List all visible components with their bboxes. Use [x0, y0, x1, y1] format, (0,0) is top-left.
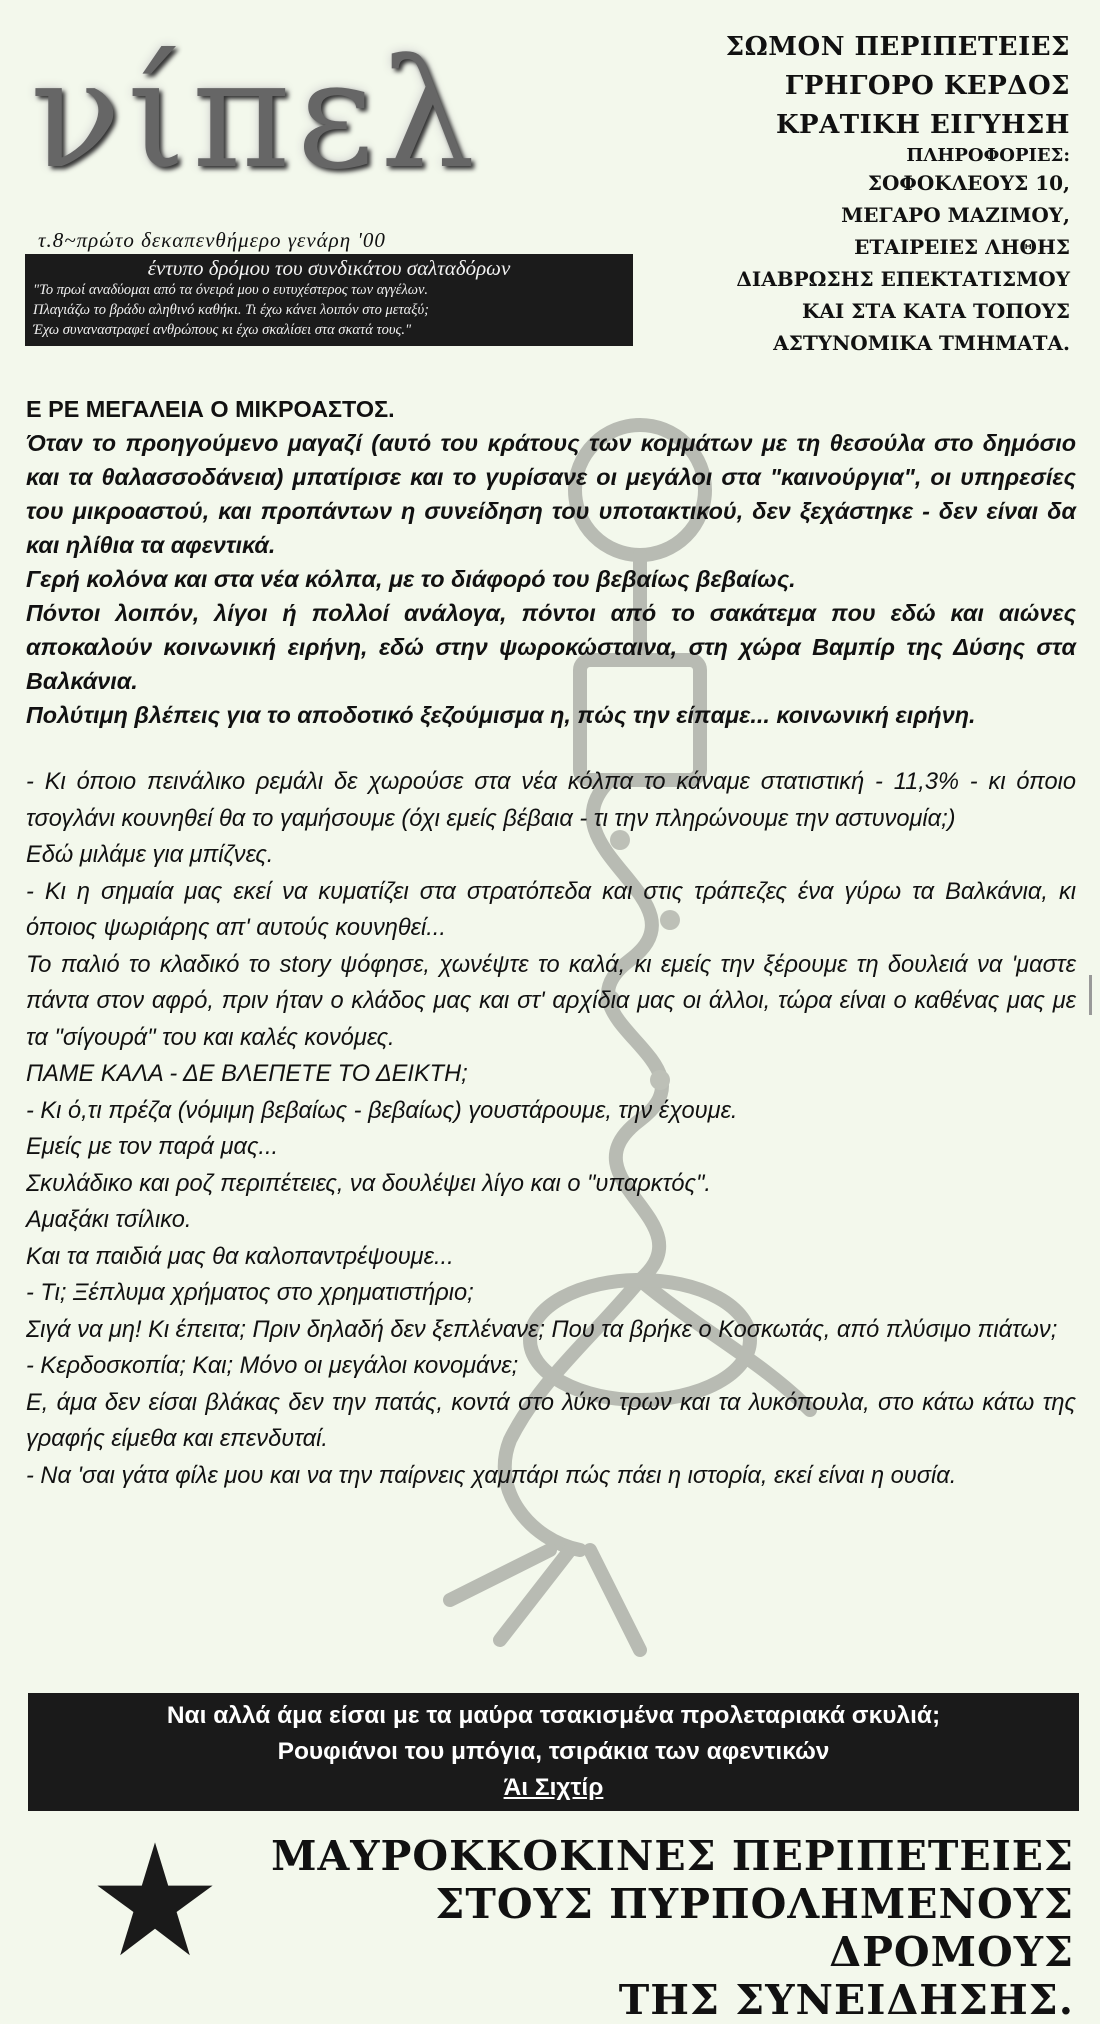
banner-link: Άι Σιχτίρ — [503, 1774, 604, 1801]
quote-line: Έχω συναναστραφεί ανθρώπους κι έχω σκαλίσει στα σκατά τους." — [33, 322, 412, 338]
article-title: Ε ΡΕ ΜΕΓΑΛΕΙΑ Ο ΜΙΚΡΟΑΣΤΟΣ. — [26, 396, 395, 422]
slogan-line: ΜΑΥΡΟΚΚΟΚΙΝΕΣ ΠΕΡΙΠΕΤΕΙΕΣ — [271, 1832, 1074, 1880]
lead-paragraph: Όταν το προηγούμενο μαγαζί (αυτό του κράτους των κομμάτων με τη θεσούλα στο δημόσιο και τα θαλασσοδάνεια) μπατίρισε και το γυρίσανε οι μεγάλοι στα "καινούργια", οι υπηρεσίες του μικροαστού, και προπάντων η συνείδηση του υποτακτικού, δεν ξεχάστηκε - δεν είναι δα και ηλίθια τα αφεντικά. — [26, 430, 1076, 558]
body-line: - Κερδοσκοπία; Και; Μόνο οι μεγάλοι κονομάνε; — [26, 1353, 519, 1379]
header-line: ΣΩΜΟΝ ΠΕΡΙΠΕΤΕΙΕΣ — [725, 32, 1070, 62]
article — [26, 392, 1076, 1494]
body-line: - Κι η σημαία μας εκεί να κυματίζει στα στρατόπεδα και στις τράπεζες ένα γύρω τα Βαλκάνια, κι όποιος ψωριάρης απ' αυτούς κουνηθεί... — [26, 878, 1076, 941]
info-line: ΣΟΦΟΚΛΕΟΥΣ 10, — [867, 171, 1070, 195]
edge-mark — [1089, 975, 1092, 1015]
closing-banner — [28, 1693, 1079, 1811]
info-label: ΠΛΗΡΟΦΟΡΙΕΣ: — [906, 145, 1070, 166]
quote-line: "Το πρωί αναδύομαι από τα όνειρά μου ο ευτυχέστερος των αγγέλων. — [33, 282, 429, 298]
body-line: Το παλιό το κλαδικό το story ψόφησε, χωνέψτε το καλά, κι εμείς την ξέρουμε τη δουλειά να 'μαστε πάντα στον αφρό, πριν ήταν ο κλάδος μας και στ' αρχίδια μας οι άλλοι, τώρα είναι ο καθένας μας με τα "σίγουρά" του και καλές κονόμες. — [26, 951, 1076, 1051]
tagline-box — [25, 254, 633, 346]
lead-paragraph: Πολύτιμη βλέπεις για το αποδοτικό ξεζούμισμα η, πώς την είπαμε... κοινωνική ειρήνη. — [26, 702, 976, 728]
right-header — [630, 28, 1070, 359]
masthead-title: νίπελ — [30, 28, 482, 202]
info-line: ΔΙΑΒΡΩΣΗΣ ΕΠΕΚΤΑΤΙΣΜΟΥ — [736, 267, 1070, 291]
body-line: Εδώ μιλάμε για μπίζνες. — [26, 842, 274, 868]
lead-paragraph: Γερή κολόνα και στα νέα κόλπα, με το διάφορό του βεβαίως βεβαίως. — [26, 566, 796, 592]
lead-paragraph: Πόντοι λοιπόν, λίγοι ή πολλοί ανάλογα, πόντοι από το σακάτεμα που εδώ και αιώνες αποκαλούν κοινωνική ειρήνη, εδώ στην ψωροκώσταινα, στη χώρα Βαμπίρ της Δύσης στα Βαλκάνια. — [26, 600, 1076, 694]
tagline: έντυπο δρόμου του συνδικάτου σαλταδόρων — [147, 256, 511, 280]
info-line: ΚΑΙ ΣΤΑ ΚΑΤΑ ΤΟΠΟΥΣ — [801, 299, 1070, 323]
body-line: ΠΑΜΕ ΚΑΛΑ - ΔΕ ΒΛΕΠΕΤΕ ΤΟ ΔΕΙΚΤΗ; — [26, 1061, 468, 1087]
body-line: Ε, άμα δεν είσαι βλάκας δεν την πατάς, κοντά στο λύκο τρων και τα λυκόπουλα, στο κάτω κάτω της γραφής είμεθα και επενδυταί. — [26, 1389, 1076, 1452]
body-text — [26, 764, 1076, 1494]
banner-line: Ναι αλλά άμα είσαι με τα μαύρα τσακισμένα προλεταριακά σκυλιά; — [166, 1702, 941, 1729]
body-line: Σιγά να μη! Κι έπειτα; Πριν δηλαδή δεν ξεπλένανε; Που τα βρήκε ο Κοσκωτάς, από πλύσιμο πιάτων; — [26, 1316, 1058, 1343]
body-line: Εμείς με τον παρά μας... — [26, 1134, 279, 1160]
banner-line: Ρουφιάνοι του μπόγια, τσιράκια των αφεντικών — [277, 1738, 830, 1765]
body-line: - Να 'σαι γάτα φίλε μου και να την παίρνεις χαμπάρι πώς πάει η ιστορία, εκεί είναι η ουσία. — [26, 1462, 957, 1489]
slogan-line: ΤΗΣ ΣΥΝΕΙΔΗΣΗΣ. — [618, 1976, 1074, 2024]
info-line: ΑΣΤΥΝΟΜΙΚΑ ΤΜΗΜΑΤΑ. — [773, 331, 1070, 355]
footer-slogan — [234, 1832, 1074, 2024]
slogan-line: ΣΤΟΥΣ ΠΥΡΠΟΛΗΜΕΝΟΥΣ ΔΡΟΜΟΥΣ — [435, 1880, 1074, 1976]
header-line: ΓΡΗΓΟΡΟ ΚΕΡΔΟΣ — [784, 71, 1070, 101]
body-line: - Κι όποιο πεινάλικο ρεμάλι δε χωρούσε στα νέα κόλπα το κάναμε στατιστική - 11,3% - κι όποιο τσογλάνι κουνηθεί θα το γαμήσουμε (όχι εμείς βέβαια - τι την πληρώνουμε την αστυνομία;) — [26, 769, 1076, 832]
quote-line: Πλαγιάζω το βράδυ αληθινό καθήκι. Τι έχω κάνει λοιπόν στο μεταξύ; — [33, 302, 429, 318]
header-line: ΚΡΑΤΙΚΗ ΕΙΓΥΗΣΗ — [775, 110, 1070, 140]
issue-line: τ.8~πρώτο δεκαπενθήμερο γενάρη '00 — [38, 228, 386, 252]
body-line: Σκυλάδικο και ροζ περιπέτειες, να δουλέψει λίγο και ο "υπαρκτός". — [26, 1170, 711, 1197]
info-line: ΜΕΓΑΡΟ ΜΑΖΙΜΟΥ, — [841, 203, 1070, 227]
body-line: Και τα παιδιά μας θα καλοπαντρέψουμε... — [26, 1243, 454, 1270]
body-line: - Κι ό,τι πρέζα (νόμιμη βεβαίως - βεβαίως) γουστάρουμε, την έχουμε. — [26, 1097, 738, 1124]
body-line: - Τι; Ξέπλυμα χρήματος στο χρηματιστήριο; — [26, 1280, 474, 1306]
star-icon — [95, 1840, 215, 1960]
body-line: Αμαξάκι τσίλικο. — [26, 1207, 192, 1233]
info-line: ΕΤΑΙΡΕΙΕΣ ΛΗΘΗΣ — [854, 235, 1070, 259]
